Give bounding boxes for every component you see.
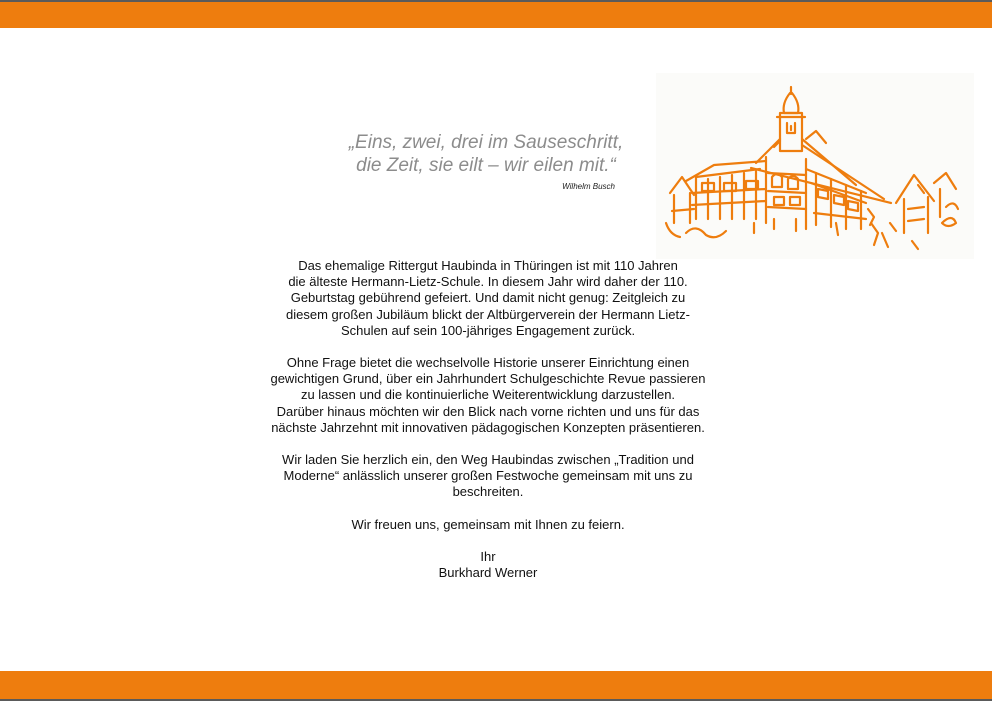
paragraph-4: Wir freuen uns, gemeinsam mit Ihnen zu feiern. [351, 516, 625, 532]
signoff-name: Burkhard Werner [438, 565, 538, 581]
paragraph-2: Ohne Frage bietet die wechselvolle Historie unserer Einrichtung einen gewichtigen Grund, über ein Jahrhundert Schulgeschichte Revue passieren zu lassen und die kontinuierliche Weiterentwicklung darzustellen. Darüber hinaus möchten wir den Blick nach vorne richten und uns für das nächste Jahrzehnt mit innovativen pädagogischen Konzepten präsentieren. [270, 355, 706, 435]
bottom-orange-band [0, 671, 992, 701]
paragraph-3: Wir laden Sie herzlich ein, den Weg Haubindas zwischen „Tradition und Moderne“ anlässlich unserer großen Festwoche gemeinsam mit uns zu beschreiten. [282, 452, 694, 500]
quote-author: Wilhelm Busch [562, 182, 615, 191]
quote-line-2: die Zeit, sie eilt – wir eilen mit.“ [356, 155, 616, 176]
castle-sketch-icon [656, 73, 974, 259]
letter-body [240, 258, 736, 581]
top-orange-band [0, 0, 992, 28]
paragraph-1: Das ehemalige Rittergut Haubinda in Thüringen ist mit 110 Jahren die älteste Hermann-Lietz-Schule. In diesem Jahr wird daher der 110. Geburtstag gebührend gefeiert. Und damit nicht genug: Zeitgleich zu diesem großen Jubiläum blickt der Altbürgerverein der Hermann Lietz- Schulen auf sein 100-jähriges Engagement zurück. [286, 258, 690, 338]
quote-line-1: „Eins, zwei, drei im Sauseschritt, [348, 132, 624, 153]
signoff-salutation: Ihr [480, 548, 496, 564]
quote [300, 131, 672, 177]
signoff [240, 549, 736, 581]
